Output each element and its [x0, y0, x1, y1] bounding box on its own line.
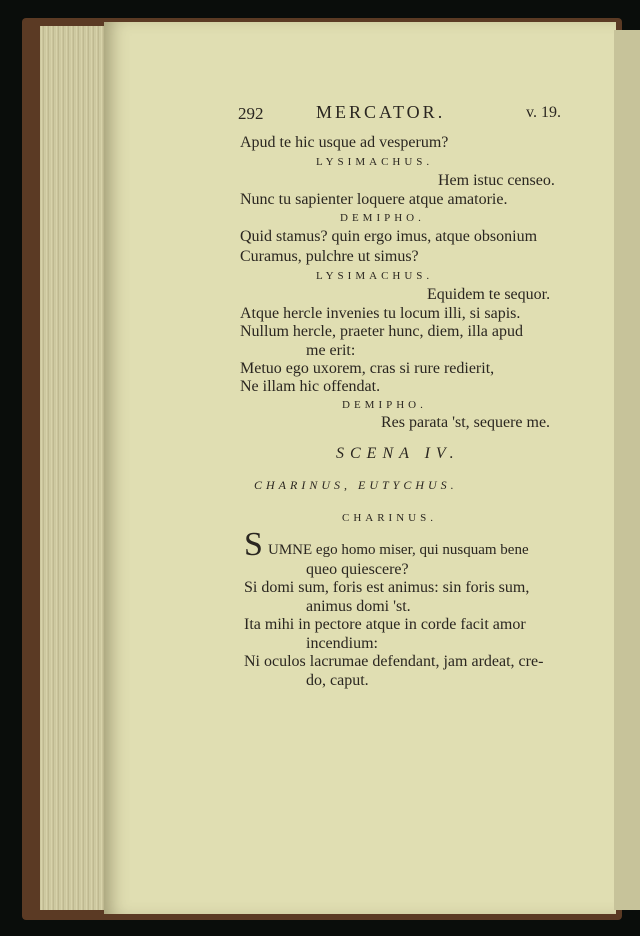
- speaker-label: CHARINUS.: [342, 512, 437, 524]
- verse-line: Ne illam hic offendat.: [240, 378, 381, 395]
- verse-line: animus domi 'st.: [306, 598, 411, 615]
- scene-title: SCENA IV.: [336, 445, 460, 462]
- speaker-label: DEMIPHO.: [342, 399, 427, 411]
- verse-line: UMNE ego homo miser, qui nusquam bene: [268, 542, 529, 558]
- verse-line: do, caput.: [306, 672, 369, 689]
- verse-line: Ita mihi in pectore atque in corde facit amor: [244, 616, 526, 633]
- verse-line: Equidem te sequor.: [427, 286, 551, 303]
- verse-line: Quid stamus? quin ergo imus, atque obsonium: [240, 228, 538, 245]
- verse-line: Curamus, pulchre ut simus?: [240, 248, 419, 265]
- verse-line: incendium:: [306, 635, 378, 652]
- verse-line: queo quiescere?: [306, 561, 409, 578]
- verse-line: Si domi sum, foris est animus: sin foris sum,: [244, 579, 530, 596]
- verse-line: Nunc tu sapienter loquere atque amatorie.: [240, 191, 508, 208]
- running-title: MERCATOR.: [316, 102, 446, 122]
- page-number: 292: [238, 104, 264, 123]
- verse-line: Nullum hercle, praeter hunc, diem, illa apud: [240, 323, 524, 340]
- verse-number: v. 19.: [526, 104, 561, 121]
- verse-line: me erit:: [306, 342, 356, 359]
- drop-cap: S: [244, 526, 263, 563]
- page-edges: [40, 26, 112, 910]
- speaker-label: LYSIMACHUS.: [316, 270, 434, 282]
- verse-line: Apud te hic usque ad vesperum?: [240, 134, 449, 151]
- scene-characters: CHARINUS, EUTYCHUS.: [254, 478, 458, 492]
- verse-line: Ni oculos lacrumae defendant, jam ardeat, cre-: [244, 653, 544, 670]
- verse-line: Atque hercle invenies tu locum illi, si sapis.: [240, 305, 521, 322]
- speaker-label: LYSIMACHUS.: [316, 156, 434, 168]
- verse-line: Hem istuc censeo.: [438, 172, 555, 189]
- next-page-edge: [614, 30, 640, 910]
- verse-line: Metuo ego uxorem, cras si rure redierit,: [240, 360, 495, 377]
- speaker-label: DEMIPHO.: [340, 212, 425, 224]
- verse-line: Res parata 'st, sequere me.: [381, 414, 551, 431]
